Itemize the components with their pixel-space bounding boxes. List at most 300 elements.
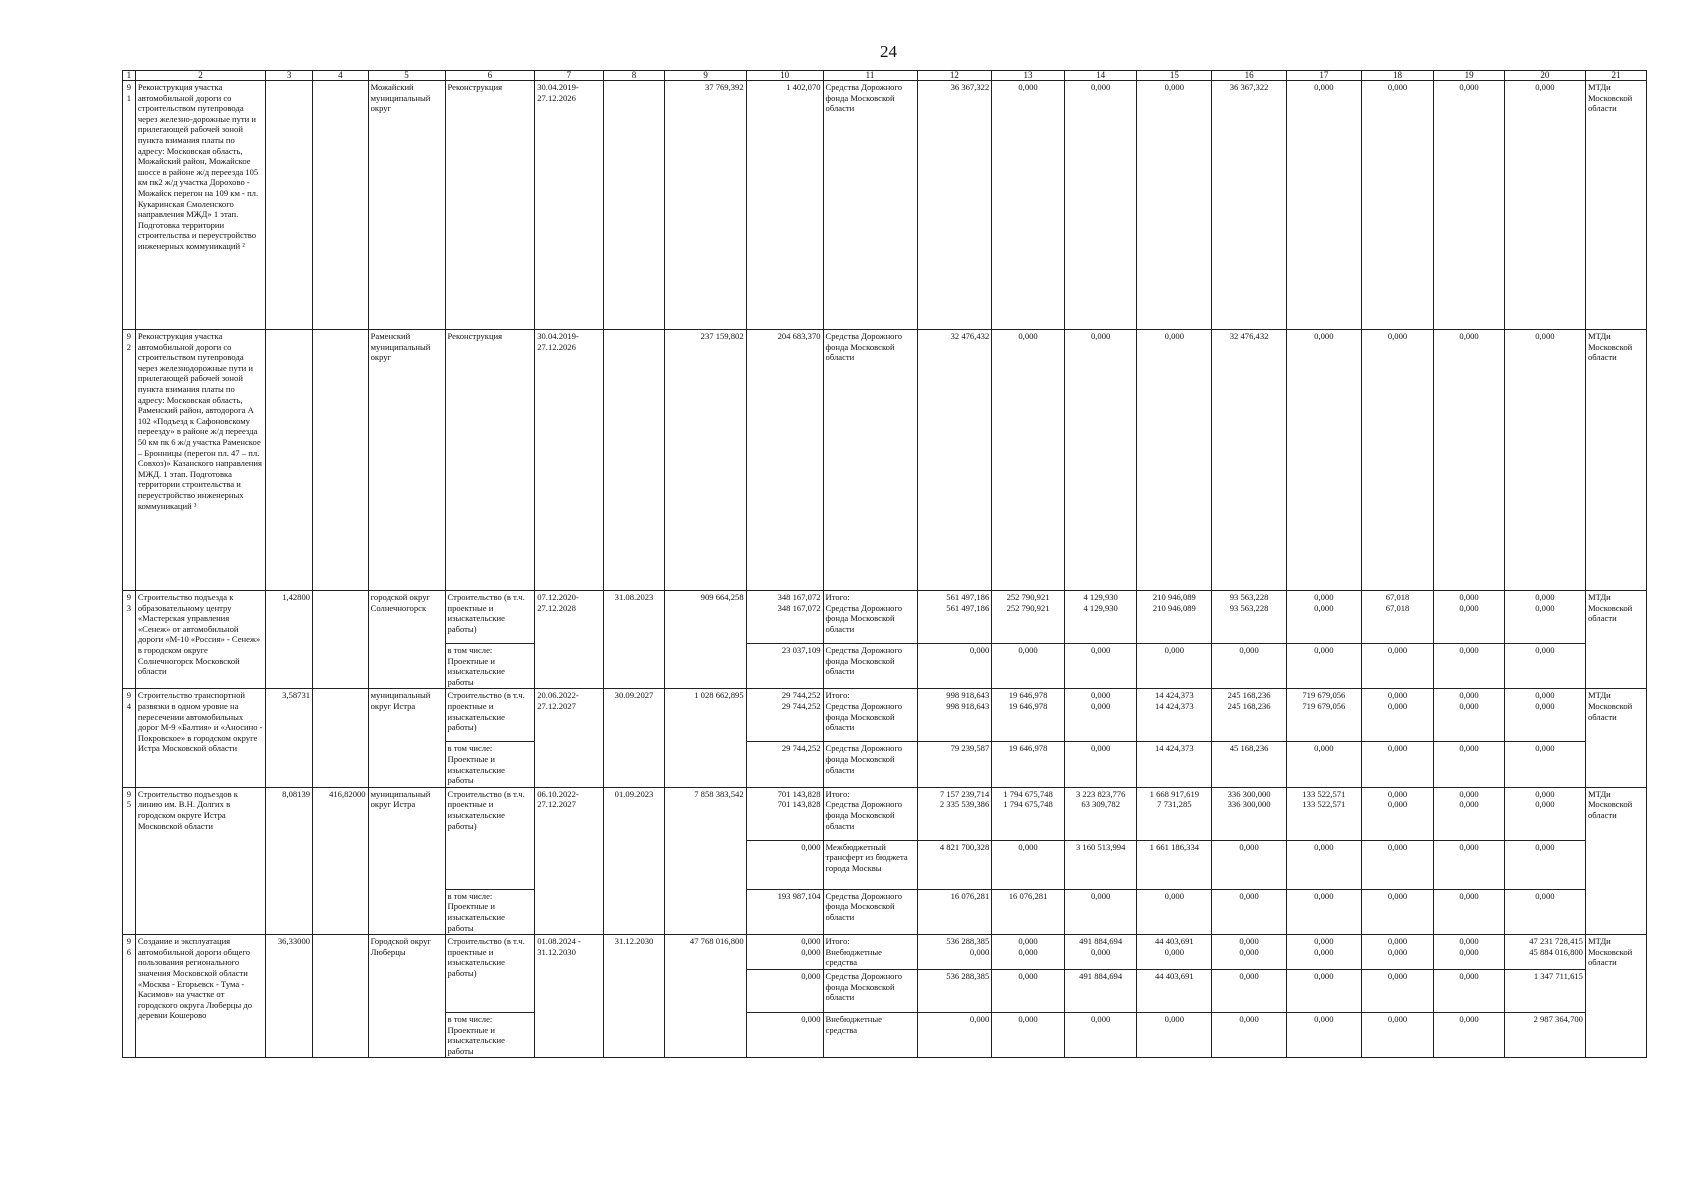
- cell-c8: 31.12.2030: [603, 935, 665, 1058]
- cell-c15: 44 403,691: [1137, 969, 1212, 1012]
- cell-c4: [313, 330, 369, 591]
- cell-c10: [746, 591, 823, 644]
- row-number: 95: [123, 787, 136, 934]
- responsible: МТДи Московской области: [1585, 787, 1646, 934]
- cell-c17: [1286, 787, 1361, 840]
- value: 245 168,236: [1227, 690, 1271, 701]
- cell-c19: 0,000: [1434, 742, 1504, 787]
- column-number-row: [123, 71, 1647, 81]
- value: 491 884,694: [1079, 936, 1123, 947]
- cell-c12: [917, 591, 992, 644]
- value: 0,000: [1459, 592, 1479, 602]
- cell-c19: [1434, 935, 1504, 970]
- cell-c4: [313, 689, 369, 787]
- cell-c16: 36 367,322: [1212, 81, 1287, 330]
- cell-c20: 1 347 711,615: [1504, 969, 1585, 1012]
- cell-c14: 0,000: [1064, 644, 1137, 689]
- value: 0,000: [801, 936, 821, 947]
- funding-source: [823, 591, 917, 644]
- value: 93 563,228: [1229, 602, 1269, 613]
- cell-c19: [1434, 787, 1504, 840]
- object-name: Создание и эксплуатация автомобильной дороги общего пользования регионального значения Московской области «Москва - Егорьевск - Тума - Касимов» на участке от городского округа Люберцы до деревни Кошерово: [135, 935, 265, 1058]
- value: 210 946,089: [1152, 592, 1196, 602]
- cell-c12: [917, 787, 992, 840]
- col-header: 21: [1585, 71, 1646, 81]
- cell-c3: 36,33000: [266, 935, 313, 1058]
- cell-c20: 0,000: [1504, 840, 1585, 889]
- cell-c3: [266, 330, 313, 591]
- cell-c18: [1361, 787, 1434, 840]
- work-type: Реконструкция: [445, 81, 535, 330]
- cell-c16: [1212, 689, 1287, 742]
- cell-c10: 23 037,109: [746, 644, 823, 689]
- cell-c17: 0,000: [1286, 81, 1361, 330]
- value: 4 129,930: [1083, 602, 1118, 613]
- cell-c12: 4 821 700,328: [917, 840, 992, 889]
- cell-c14: [1064, 787, 1137, 840]
- col-header: 5: [368, 71, 445, 81]
- value: 29 744,252: [781, 690, 821, 701]
- work-type: Строительство (в т.ч. проектные и изыскательские работы): [445, 935, 535, 1013]
- value: 348 167,072: [777, 602, 821, 613]
- value: 0,000: [801, 946, 821, 957]
- funding-source: Средства Дорожного фонда Московской области: [823, 330, 917, 591]
- value: 0,000: [1459, 602, 1479, 613]
- value: 0,000: [1459, 946, 1479, 957]
- cell-c3: 8,08139: [266, 787, 313, 934]
- source-total: Итого:: [825, 592, 850, 602]
- value: 1 794 675,748: [1003, 799, 1053, 810]
- funding-source: Средства Дорожного фонда Московской области: [823, 889, 917, 934]
- value: 0,000: [1387, 936, 1408, 947]
- col-header: 19: [1434, 71, 1504, 81]
- col-header: 14: [1064, 71, 1137, 81]
- value: 19 646,978: [1008, 690, 1048, 701]
- cell-c12: 79 239,587: [917, 742, 992, 787]
- row-number: 93: [123, 591, 136, 689]
- cell-c10: [746, 935, 823, 970]
- cell-c17: [1286, 935, 1361, 970]
- cell-c14: [1064, 591, 1137, 644]
- cell-c17: 0,000: [1286, 969, 1361, 1012]
- value: 1 668 917,619: [1149, 788, 1200, 799]
- cell-c13: [992, 787, 1065, 840]
- col-header: 17: [1286, 71, 1361, 81]
- value: 0,000: [1535, 690, 1555, 701]
- cell-c17: 0,000: [1286, 644, 1361, 689]
- cell-c8: [603, 330, 665, 591]
- value: 0,000: [1387, 946, 1408, 957]
- col-header: 3: [266, 71, 313, 81]
- value: 719 679,056: [1302, 690, 1346, 701]
- object-name: Реконструкция участка автомобильной дороги со строительством путепровода через железнодорожные пути и прилегающей рабочей зоной пункта взимания платы по адресу: Московская область, Раменский район, автодорога А 102 «Подъезд к Сафоновскому переезду» в районе ж/д переезда 50 км пк 6 ж/д участка Раменское – Бронницы (перегон пл. 47 – пл. Совхоз)» Казанского направления МЖД. 1 этап. Подготовка территории строительства и переустройство инженерных коммуникаций ³: [135, 330, 265, 591]
- cell-c19: 0,000: [1434, 969, 1504, 1012]
- value: 245 168,236: [1227, 700, 1271, 711]
- col-header: 2: [135, 71, 265, 81]
- cell-c8: 01.09.2023: [603, 787, 665, 934]
- table-row: [123, 591, 1647, 644]
- page-number: 24: [880, 42, 897, 61]
- col-header: 7: [535, 71, 603, 81]
- cell-c15: [1137, 689, 1212, 742]
- col-header: 1: [123, 71, 136, 81]
- cell-c20: [1504, 935, 1585, 970]
- source: Средства Дорожного фонда Московской области: [825, 602, 903, 634]
- value: 44 403,691: [1155, 936, 1194, 947]
- cell-c15: 0,000: [1137, 1012, 1212, 1057]
- cell-c8: 30.09.2027: [603, 689, 665, 787]
- row-number: 92: [123, 330, 136, 591]
- value: 252 790,921: [1006, 602, 1050, 613]
- cell-c17: 0,000: [1286, 840, 1361, 889]
- value: 67,018: [1385, 602, 1410, 613]
- cell-c19: 0,000: [1434, 81, 1504, 330]
- cell-c18: 0,000: [1361, 742, 1434, 787]
- funding-source: [823, 689, 917, 742]
- cell-c12: 0,000: [917, 1012, 992, 1057]
- value: 133 522,571: [1302, 799, 1346, 810]
- responsible: МТДи Московской области: [1585, 689, 1646, 787]
- cell-c15: 0,000: [1137, 81, 1212, 330]
- cell-c14: 3 160 513,994: [1064, 840, 1137, 889]
- responsible: МТДи Московской области: [1585, 935, 1646, 1058]
- col-header: 4: [313, 71, 369, 81]
- dates: 07.12.2020- 27.12.2028: [535, 591, 603, 689]
- value: 0,000: [1459, 936, 1479, 947]
- cell-c9: 1 028 662,895: [665, 689, 746, 787]
- cell-c19: [1434, 689, 1504, 742]
- value: 0,000: [1090, 700, 1111, 711]
- value: 19 646,978: [1008, 700, 1048, 711]
- value: 0,000: [1314, 592, 1334, 602]
- cell-c16: 0,000: [1212, 969, 1287, 1012]
- work-subtype: в том числе: Проектные и изыскательские работы: [445, 644, 535, 689]
- funding-source: Средства Дорожного фонда Московской области: [823, 742, 917, 787]
- value: 67,018: [1385, 592, 1410, 602]
- cell-c15: [1137, 591, 1212, 644]
- cell-c10: 0,000: [746, 840, 823, 889]
- value: 0,000: [1164, 946, 1185, 957]
- cell-c10: 0,000: [746, 969, 823, 1012]
- cell-c13: 0,000: [992, 330, 1065, 591]
- cell-c17: [1286, 591, 1361, 644]
- cell-c13: [992, 591, 1065, 644]
- municipality: Городской округ Люберцы: [368, 935, 445, 1058]
- funding-source: [823, 787, 917, 840]
- cell-c20: 0,000: [1504, 330, 1585, 591]
- value: 0,000: [1459, 799, 1479, 810]
- cell-c9: 37 769,392: [665, 81, 746, 330]
- dates: 30.04.2019- 27.12.2026: [535, 330, 603, 591]
- cell-c10: 193 987,104: [746, 889, 823, 934]
- table-row: [123, 787, 1647, 840]
- cell-c17: 0,000: [1286, 1012, 1361, 1057]
- responsible: МТДи Московской области: [1585, 591, 1646, 689]
- cell-c18: [1361, 689, 1434, 742]
- funding-source: Межбюджетный трансферт из бюджета города Москвы: [823, 840, 917, 889]
- cell-c12: 16 076,281: [917, 889, 992, 934]
- cell-c9: 909 664,258: [665, 591, 746, 689]
- cell-c18: 0,000: [1361, 1012, 1434, 1057]
- col-header: 20: [1504, 71, 1585, 81]
- value: 0,000: [1535, 799, 1555, 810]
- cell-c20: [1504, 787, 1585, 840]
- cell-c10: 1 402,070: [746, 81, 823, 330]
- table-row: [123, 81, 1647, 330]
- cell-c15: 0,000: [1137, 330, 1212, 591]
- cell-c3: [266, 81, 313, 330]
- col-header: 16: [1212, 71, 1287, 81]
- cell-c8: 31.08.2023: [603, 591, 665, 689]
- value: 336 300,000: [1227, 788, 1271, 799]
- municipality: муниципальный округ Истра: [368, 787, 445, 934]
- value: 45 884 016,800: [1529, 946, 1583, 957]
- cell-c14: [1064, 689, 1137, 742]
- cell-c20: [1504, 689, 1585, 742]
- cell-c14: 0,000: [1064, 81, 1137, 330]
- value: 336 300,000: [1227, 799, 1271, 810]
- value: 0,000: [1314, 946, 1334, 957]
- table-row: [123, 330, 1647, 591]
- object-name: Реконструкция участка автомобильной дороги со строительством путепровода через железно-дорожные пути и прилегающей рабочей зоной пункта взимания платы по адресу: Московская область, Можайский район, Можайское шоссе в районе ж/д переезда 105 км пк2 ж/д участка Дорохово - Можайск перегон на 109 км - пл. Кукаринская Смоленского направления МЖД» 1 этап. Подготовка территории строительства и переустройство инженерных коммуникаций ²: [135, 81, 265, 330]
- col-header: 10: [746, 71, 823, 81]
- program-table: [122, 70, 1647, 1058]
- cell-c10: 204 683,370: [746, 330, 823, 591]
- cell-c19: 0,000: [1434, 330, 1504, 591]
- value: 2 335 539,386: [939, 799, 990, 810]
- cell-c9: 47 768 016,800: [665, 935, 746, 1058]
- col-header: 18: [1361, 71, 1434, 81]
- value: 0,000: [1459, 700, 1479, 711]
- cell-c10: 29 744,252: [746, 742, 823, 787]
- value: 998 918,643: [946, 700, 990, 711]
- work-subtype: в том числе: Проектные и изыскательские работы: [445, 742, 535, 787]
- cell-c17: [1286, 689, 1361, 742]
- value: 14 424,373: [1155, 700, 1194, 711]
- cell-c18: 0,000: [1361, 644, 1434, 689]
- value: 0,000: [1018, 936, 1038, 947]
- value: 0,000: [1090, 690, 1111, 701]
- cell-c13: [992, 935, 1065, 970]
- table-row: [123, 935, 1647, 970]
- cell-c13: 0,000: [992, 644, 1065, 689]
- col-header: 15: [1137, 71, 1212, 81]
- value: 0,000: [1387, 788, 1408, 799]
- value: 63 309,782: [1081, 799, 1120, 810]
- cell-c10: [746, 689, 823, 742]
- cell-c4: [313, 935, 369, 1058]
- cell-c3: 1,42800: [266, 591, 313, 689]
- value: 0,000: [1314, 936, 1334, 947]
- col-header: 9: [665, 71, 746, 81]
- value: 0,000: [1018, 946, 1038, 957]
- col-header: 8: [603, 71, 665, 81]
- municipality: Можайский муниципальный округ: [368, 81, 445, 330]
- cell-c16: [1212, 935, 1287, 970]
- value: 14 424,373: [1155, 690, 1194, 701]
- cell-c15: 0,000: [1137, 889, 1212, 934]
- funding-source: Средства Дорожного фонда Московской области: [823, 81, 917, 330]
- cell-c13: 0,000: [992, 840, 1065, 889]
- cell-c14: 0,000: [1064, 889, 1137, 934]
- value: 719 679,056: [1302, 700, 1346, 711]
- cell-c12: 536 288,385: [917, 969, 992, 1012]
- cell-c4: [313, 591, 369, 689]
- cell-c16: 0,000: [1212, 644, 1287, 689]
- cell-c18: 0,000: [1361, 840, 1434, 889]
- cell-c20: 0,000: [1504, 644, 1585, 689]
- cell-c16: [1212, 591, 1287, 644]
- municipality: муниципальный округ Истра: [368, 689, 445, 787]
- cell-c19: 0,000: [1434, 644, 1504, 689]
- source-total: Итого:: [825, 788, 850, 799]
- object-name: Строительство транспортной развязки в одном уровне на пересечении автомобильных дорог М-9 «Балтия» и «Аносино - Покровское» в городском округе Истра Московской области: [135, 689, 265, 787]
- cell-c12: 36 367,322: [917, 81, 992, 330]
- cell-c19: 0,000: [1434, 889, 1504, 934]
- value: 3 223 823,776: [1075, 788, 1126, 799]
- value: 0,000: [1535, 700, 1555, 711]
- source: Средства Дорожного фонда Московской области: [825, 799, 903, 831]
- col-header: 11: [823, 71, 917, 81]
- value: 561 497,186: [946, 602, 990, 613]
- cell-c14: 491 884,694: [1064, 969, 1137, 1012]
- value: 0,000: [1535, 788, 1555, 799]
- dates: 01.08.2024 - 31.12.2030: [535, 935, 603, 1058]
- row-number: 94: [123, 689, 136, 787]
- value: 47 231 728,415: [1529, 936, 1583, 947]
- dates: 06.10.2022- 27.12.2027: [535, 787, 603, 934]
- cell-c17: 0,000: [1286, 742, 1361, 787]
- value: 561 497,186: [946, 592, 990, 602]
- value: 93 563,228: [1229, 592, 1269, 602]
- funding-source: Средства Дорожного фонда Московской области: [823, 644, 917, 689]
- value: 133 522,571: [1302, 788, 1346, 799]
- cell-c14: [1064, 935, 1137, 970]
- cell-c14: 0,000: [1064, 1012, 1137, 1057]
- value: 0,000: [1239, 946, 1259, 957]
- col-header: 12: [917, 71, 992, 81]
- value: 701 143,828: [777, 799, 821, 810]
- cell-c16: 0,000: [1212, 1012, 1287, 1057]
- work-subtype: в том числе: Проектные и изыскательские работы: [445, 889, 535, 934]
- cell-c14: 0,000: [1064, 742, 1137, 787]
- cell-c17: 0,000: [1286, 330, 1361, 591]
- cell-c13: 16 076,281: [992, 889, 1065, 934]
- value: 0,000: [1387, 690, 1408, 701]
- table-row: [123, 689, 1647, 742]
- cell-c19: 0,000: [1434, 840, 1504, 889]
- object-name: Строительство подъездов к линию им. В.Н. Долгих в городском округе Истра Московской области: [135, 787, 265, 934]
- work-type: Строительство (в т.ч. проектные и изыскательские работы): [445, 591, 535, 644]
- cell-c18: 0,000: [1361, 81, 1434, 330]
- cell-c3: 3,58731: [266, 689, 313, 787]
- cell-c16: 32 476,432: [1212, 330, 1287, 591]
- source-total: Итого:: [825, 690, 850, 701]
- cell-c20: 0,000: [1504, 889, 1585, 934]
- row-number: 91: [123, 81, 136, 330]
- value: 0,000: [1535, 592, 1555, 602]
- cell-c13: 0,000: [992, 1012, 1065, 1057]
- source: Средства Дорожного фонда Московской области: [825, 700, 903, 733]
- value: 1 794 675,748: [1003, 788, 1053, 799]
- cell-c9: 7 858 383,542: [665, 787, 746, 934]
- source: Внебюджетные средства: [825, 946, 882, 968]
- source-total: Итого:: [825, 936, 850, 947]
- cell-c12: 32 476,432: [917, 330, 992, 591]
- funding-source: [823, 935, 917, 970]
- cell-c8: [603, 81, 665, 330]
- value: 29 744,252: [781, 700, 821, 711]
- dates: 20.06.2022- 27.12.2027: [535, 689, 603, 787]
- work-type: Строительство (в т.ч. проектные и изыскательские работы): [445, 787, 535, 889]
- cell-c20: 0,000: [1504, 742, 1585, 787]
- cell-c10: 0,000: [746, 1012, 823, 1057]
- work-type: Реконструкция: [445, 330, 535, 591]
- value: 7 157 239,714: [939, 788, 990, 799]
- value: 0,000: [1387, 799, 1408, 810]
- cell-c15: [1137, 787, 1212, 840]
- cell-c15: 14 424,373: [1137, 742, 1212, 787]
- value: 0,000: [969, 946, 990, 957]
- value: 0,000: [1535, 602, 1555, 613]
- cell-c19: 0,000: [1434, 1012, 1504, 1057]
- value: 701 143,828: [777, 788, 821, 799]
- cell-c18: [1361, 591, 1434, 644]
- value: 536 288,385: [946, 936, 990, 947]
- cell-c20: 2 987 364,700: [1504, 1012, 1585, 1057]
- cell-c12: [917, 935, 992, 970]
- object-name: Строительство подъезда к образовательному центру «Мастерская управления «Сенеж» от автомобильной дороги «М-10 «Россия» - Сенеж» в городском округе Солнечногорск Московской области: [135, 591, 265, 689]
- cell-c12: [917, 689, 992, 742]
- cell-c18: 0,000: [1361, 969, 1434, 1012]
- cell-c19: [1434, 591, 1504, 644]
- responsible: МТДи Московской области: [1585, 330, 1646, 591]
- row-number: 96: [123, 935, 136, 1058]
- cell-c16: 45 168,236: [1212, 742, 1287, 787]
- cell-c17: 0,000: [1286, 889, 1361, 934]
- responsible: МТДи Московской области: [1585, 81, 1646, 330]
- cell-c10: [746, 787, 823, 840]
- col-header: 13: [992, 71, 1065, 81]
- cell-c20: 0,000: [1504, 81, 1585, 330]
- value: 4 129,930: [1083, 592, 1118, 602]
- cell-c13: 19 646,978: [992, 742, 1065, 787]
- cell-c4: 416,82000: [313, 787, 369, 934]
- value: 0,000: [1459, 788, 1479, 799]
- cell-c18: 0,000: [1361, 889, 1434, 934]
- cell-c15: 1 661 186,334: [1137, 840, 1212, 889]
- value: 0,000: [1314, 602, 1334, 613]
- value: 0,000: [1090, 946, 1111, 957]
- value: 0,000: [1239, 936, 1259, 947]
- cell-c15: [1137, 935, 1212, 970]
- cell-c20: [1504, 591, 1585, 644]
- cell-c16: 0,000: [1212, 889, 1287, 934]
- funding-source: Средства Дорожного фонда Московской области: [823, 969, 917, 1012]
- value: 252 790,921: [1006, 592, 1050, 602]
- cell-c13: 0,000: [992, 969, 1065, 1012]
- dates: 30.04.2019- 27.12.2026: [535, 81, 603, 330]
- value: 0,000: [1387, 700, 1408, 711]
- cell-c14: 0,000: [1064, 330, 1137, 591]
- value: 7 731,285: [1157, 799, 1192, 810]
- work-type: Строительство (в т.ч. проектные и изыскательские работы): [445, 689, 535, 742]
- value: 348 167,072: [777, 592, 821, 602]
- work-subtype: в том числе: Проектные и изыскательские работы: [445, 1012, 535, 1057]
- cell-c13: [992, 689, 1065, 742]
- municipality: Раменский муниципальный округ: [368, 330, 445, 591]
- value: 998 918,643: [946, 690, 990, 701]
